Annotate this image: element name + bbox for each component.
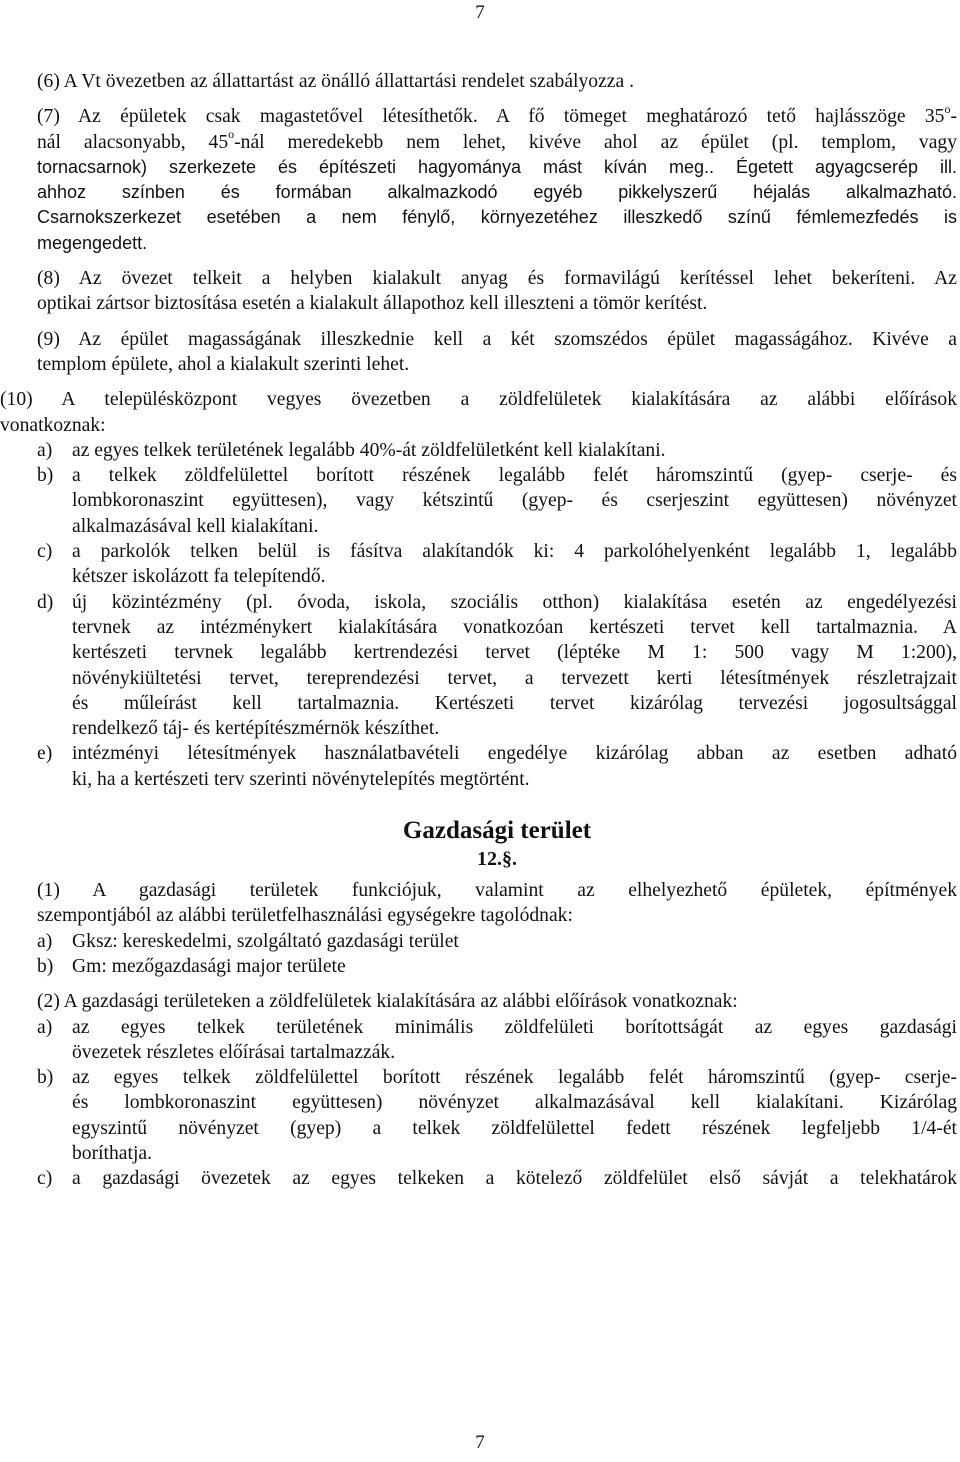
list-10 (37, 438, 957, 792)
paragraph-8 (37, 266, 957, 317)
page-number-bottom: 7 (475, 1432, 485, 1453)
list-item: b) a telkek zöldfelülettel borított részének legalább felét háromszintű (gyep- cserje- és (37, 465, 957, 487)
list-item: c) a gazdasági övezetek az egyes telkeken a kötelező zöldfelület első sávját a telekhatárok (37, 1168, 957, 1190)
paragraph-line: templom épülete, ahol a kialakult szerinti lehet. (37, 353, 410, 375)
paragraph-line: szempontjából az alábbi területfelhasználási egységekre tagolódnak: (37, 905, 573, 927)
list-item-line: kétszer iskolázott fa telepítendő. (72, 566, 326, 588)
list-item-line: övezetek részletes előírásai tartalmazzák. (72, 1041, 396, 1063)
list-item-line: egyszintű növényzet (gyep) a telkek zöldfelülettel fedett részének legfeljebb 1/4-ét (72, 1117, 957, 1139)
paragraph-line: vonatkoznak: (0, 414, 106, 436)
paragraph-10 (0, 387, 957, 438)
paragraph-line: optikai zártsor biztosítása esetén a kialakult állapothoz kell illeszteni a tömör kerítést. (37, 293, 708, 315)
list-item-line: alkalmazásával kell kialakítani. (72, 515, 319, 537)
paragraph-line: (8) Az övezet telkeit a helyben kialakult anyag és formavilágú kerítéssel lehet bekeríteni. Az (37, 268, 957, 290)
paragraph-line: (2) A gazdasági területeken a zöldfelületek kialakítására az alábbi előírások vonatkoznak: (37, 991, 738, 1013)
paragraph-line: (1) A gazdasági területek funkciójuk, valamint az elhelyezhető épületek, építmények (37, 880, 957, 902)
document-body (0, 69, 957, 1192)
list-item: c) a parkolók telken belül is fásítva alakítandók ki: 4 parkolóhelyenként legalább 1, legalább (37, 541, 957, 563)
section-title: Gazdasági terület (402, 817, 592, 845)
list-item: b) Gm: mezőgazdasági major területe (37, 955, 346, 977)
list-item-line: kertészeti tervnek legalább kertrendezési tervet (léptéke M 1: 500 vagy M 1:200), (72, 642, 957, 664)
list-item: b) az egyes telkek zöldfelülettel borított részének legalább felét háromszintű (gyep- cserje- (37, 1067, 957, 1089)
list-item: d) új közintézmény (pl. óvoda, iskola, szociális otthon) kialakítása esetén az engedélyezési (37, 591, 957, 613)
paragraph-line: (7) Az épületek csak magastetővel létesíthetők. A fő tömeget meghatározó tető hajlásszöge 35$^o$- (37, 101, 957, 128)
paragraph-line: ahhoz színben és formában alkalmazkodó egyéb pikkelyszerű héjalás alkalmazható. (37, 182, 957, 203)
page-number-top: 7 (475, 2, 485, 23)
section-paragraph-1 (37, 878, 957, 979)
list-item-line: és lombkoronaszint együttesen) növényzet alkalmazásával kell kialakítani. Kizárólag (72, 1092, 957, 1114)
paragraph-9 (37, 327, 957, 378)
paragraph-line: (9) Az épület magasságának illeszkednie kell a két szomszédos épület magasságához. Kivéve a (37, 328, 957, 350)
paragraph-line: (10) A településközpont vegyes övezetben a zöldfelületek kialakítására az alábbi előírások (0, 389, 957, 411)
list-item-line: tervnek az intézménykert kialakítására vonatkozóan kertészeti tervet kell tartalmaznia. A (72, 616, 957, 638)
list-item: a) Gksz: kereskedelmi, szolgáltató gazdasági terület (37, 930, 459, 952)
list-item: a) az egyes telkek területének minimális zöldfelületi borítottságát az egyes gazdasági (37, 1016, 957, 1038)
list-item: a) az egyes telkek területének legalább 40%-át zöldfelületként kell kialakítani. (37, 439, 666, 461)
paragraph-line: megengedett. (37, 232, 148, 253)
list-item-line: lombkoronaszint együttesen), vagy kétszintű (gyep- és cserjeszint együttesen) növényzet (72, 490, 957, 512)
paragraph-6: (6) A Vt övezetben az állattartást az önálló állattartási rendelet szabályozza . (37, 71, 634, 92)
list-item-line: és műleírást kell tartalmaznia. Kertészeti tervet kizárólag tervezési jogosultsággal (72, 692, 957, 714)
paragraph-line: Csarnokszerkezet esetében a nem fénylő, környezetéhez illeszkedő színű fémlemezfedés is (37, 207, 957, 228)
list-item: e) intézményi létesítmények használatbavételi engedélye kizárólag abban az esetben adható (37, 743, 957, 765)
paragraph-line: tornacsarnok) szerkezete és építészeti hagyománya mást kíván meg.. Égetett agyagcserép ill. (37, 156, 957, 177)
paragraph-line: nál alacsonyabb, 45$^o$-nál meredekebb nem lehet, kivéve ahol az épület (pl. templom, vagy (37, 127, 957, 153)
list-item-line: rendelkező táj- és kertépítészmérnök készíthet. (72, 718, 440, 740)
list-item-line: növénykiültetési tervet, tereprendezési tervet, a tervezett kerti létesítmények részletrajzait (72, 667, 957, 689)
list-item-line: boríthatja. (72, 1142, 152, 1164)
section-number: 12.§. (477, 848, 517, 871)
section-paragraph-2 (37, 989, 957, 1191)
paragraph-7 (37, 101, 957, 256)
list-item-line: ki, ha a kertészeti terv szerinti növénytelepítés megtörtént. (72, 768, 530, 790)
